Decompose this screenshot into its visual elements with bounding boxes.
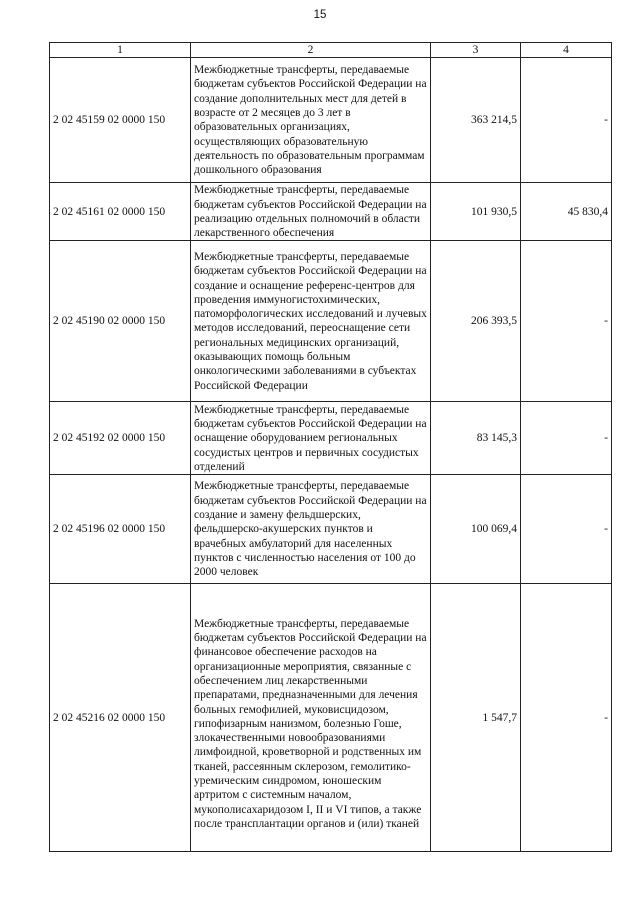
table-row (50, 58, 612, 183)
table-row (50, 475, 612, 584)
amount-col3-cell: 1 547,7 (431, 584, 521, 852)
amount-col3-cell: 100 069,4 (431, 475, 521, 584)
amount-col4-cell: - (521, 402, 612, 475)
amount-col3-cell: 363 214,5 (431, 58, 521, 183)
table-row (50, 402, 612, 475)
budget-table (49, 42, 612, 852)
budget-code-cell: 2 02 45196 02 0000 150 (50, 475, 191, 584)
header-col-2: 2 (191, 43, 431, 58)
header-col-3: 3 (431, 43, 521, 58)
description-cell: Межбюджетные трансферты, передаваемые бюджетам субъектов Российской Федерации на создание и оснащение референс-центров для проведения иммуногистохимических, патоморфологических исследований и лучевых методов исследований, переоснащение сети региональных медицинских организаций, оказывающих помощь больным онкологическими заболеваниями в субъектах Российской Федерации (191, 241, 431, 402)
description-cell: Межбюджетные трансферты, передаваемые бюджетам субъектов Российской Федерации на оснащение оборудованием региональных сосудистых центров и первичных сосудистых отделений (191, 402, 431, 475)
description-cell: Межбюджетные трансферты, передаваемые бюджетам субъектов Российской Федерации на создание дополнительных мест для детей в возрасте от 2 месяцев до 3 лет в образовательных организациях, осуществляющих образовательную деятельность по образовательным программам дошкольного образования (191, 58, 431, 183)
description-cell: Межбюджетные трансферты, передаваемые бюджетам субъектов Российской Федерации на финансовое обеспечение расходов на организационные мероприятия, связанные с обеспечением лиц лекарственными препаратами, предназначенными для лечения больных гемофилией, муковисцидозом, гипофизарным нанизмом, болезнью Гоше, злокачественными новообразованиями лимфоидной, кроветворной и родственных им тканей, рассеянным склерозом, гемолитико-уремическим синдромом, юношеским артритом с системным началом, мукополисахаридозом I, II и VI типов, а также после трансплантации органов и (или) тканей (191, 584, 431, 852)
table-row (50, 241, 612, 402)
amount-col3-cell: 206 393,5 (431, 241, 521, 402)
budget-code-cell: 2 02 45216 02 0000 150 (50, 584, 191, 852)
table-row (50, 584, 612, 852)
budget-code-cell: 2 02 45190 02 0000 150 (50, 241, 191, 402)
table-header-row (50, 43, 612, 58)
amount-col3-cell: 83 145,3 (431, 402, 521, 475)
budget-code-cell: 2 02 45192 02 0000 150 (50, 402, 191, 475)
header-col-4: 4 (521, 43, 612, 58)
description-cell: Межбюджетные трансферты, передаваемые бюджетам субъектов Российской Федерации на создание и замену фельдшерских, фельдшерско-акушерских пунктов и врачебных амбулаторий для населенных пунктов с численностью населения от 100 до 2000 человек (191, 475, 431, 584)
description-cell: Межбюджетные трансферты, передаваемые бюджетам субъектов Российской Федерации на реализацию отдельных полномочий в области лекарственного обеспечения (191, 183, 431, 241)
page-number: 15 (313, 9, 327, 21)
budget-code-cell: 2 02 45159 02 0000 150 (50, 58, 191, 183)
amount-col4-cell: - (521, 584, 612, 852)
amount-col4-cell: - (521, 241, 612, 402)
amount-col4-cell: - (521, 475, 612, 584)
amount-col3-cell: 101 930,5 (431, 183, 521, 241)
header-col-1: 1 (50, 43, 191, 58)
amount-col4-cell: 45 830,4 (521, 183, 612, 241)
amount-col4-cell: - (521, 58, 612, 183)
table-row (50, 183, 612, 241)
budget-code-cell: 2 02 45161 02 0000 150 (50, 183, 191, 241)
